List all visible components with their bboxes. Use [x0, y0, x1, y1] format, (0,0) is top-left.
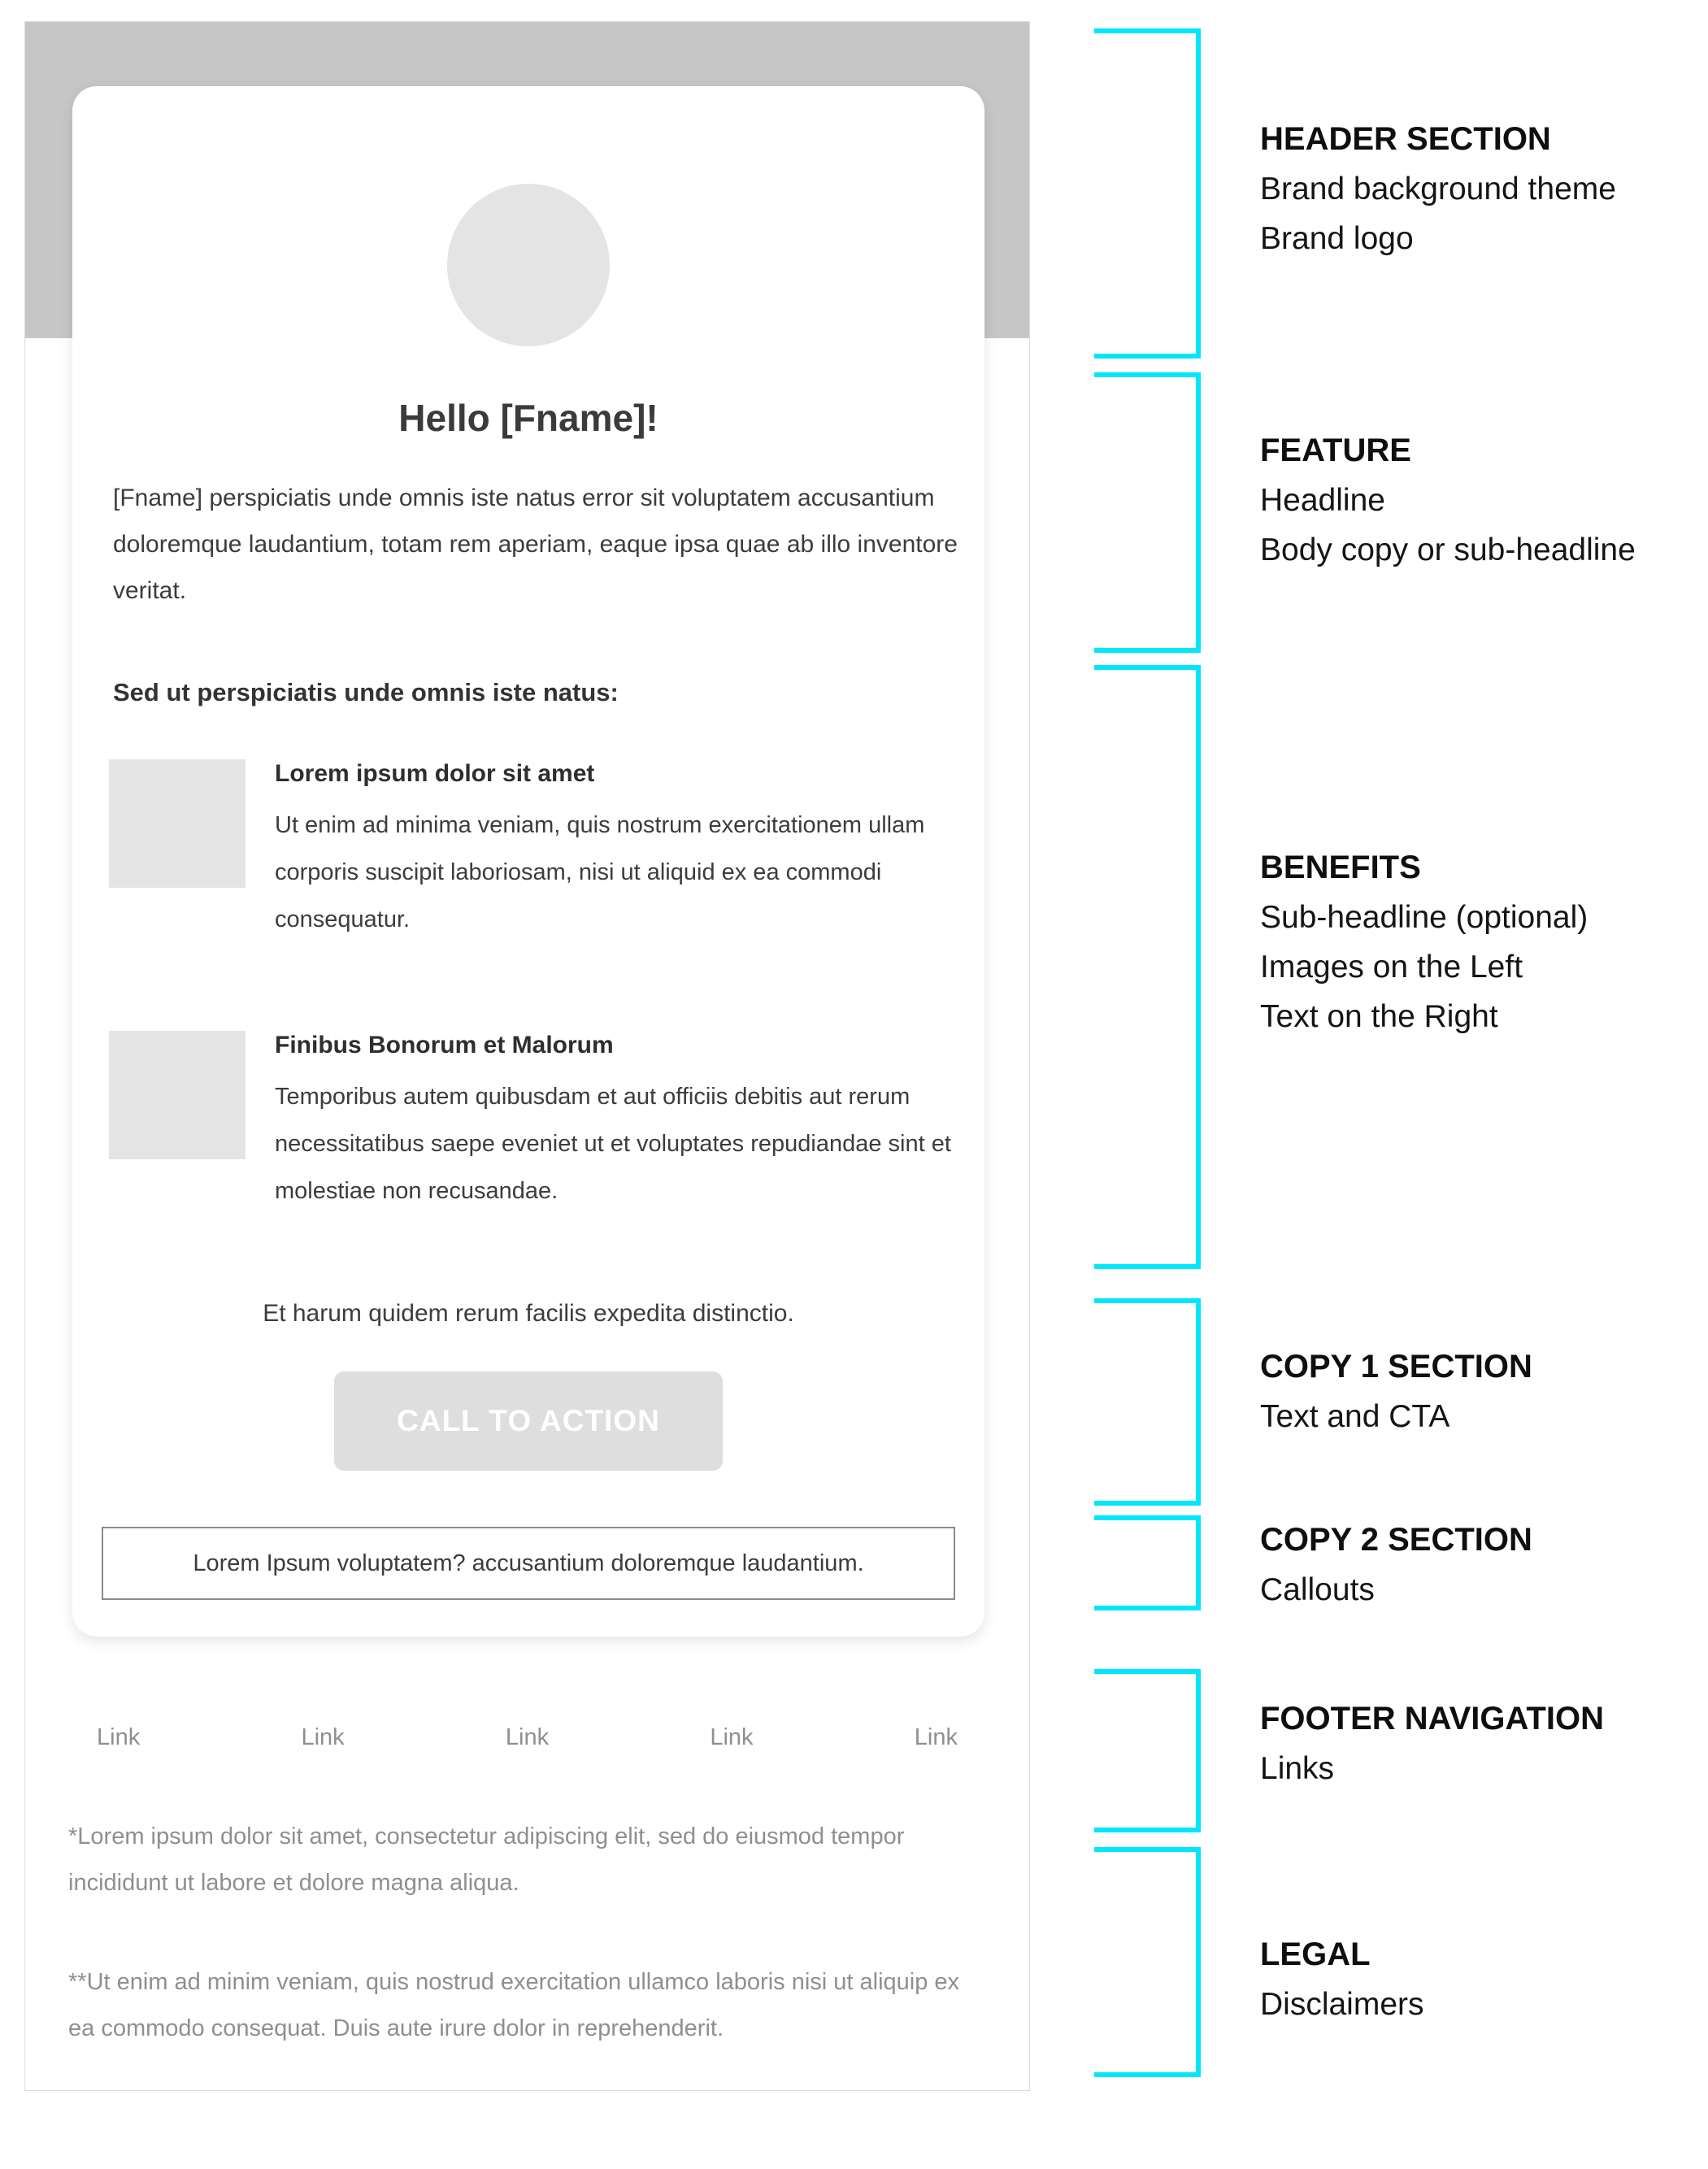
benefit-body: Temporibus autem quibusdam et aut officiis debitis aut rerum necessitatibus saepe eveniet ut et voluptates repudiandae sint et molestiae non recusandae. — [275, 1084, 951, 1204]
annotation-line: Links — [1260, 1751, 1335, 1786]
footer-link[interactable]: Link — [505, 1724, 550, 1750]
brand-logo-placeholder — [447, 184, 610, 346]
annotation-title: HEADER SECTION — [1260, 121, 1551, 157]
footer-link[interactable]: Link — [97, 1724, 141, 1750]
annotation-line: Sub-headline (optional) — [1260, 900, 1588, 935]
annotation-header-section — [1260, 114, 1703, 263]
section-bracket-header — [1094, 28, 1201, 359]
email-headline: Hello [Fname]! — [398, 397, 658, 439]
annotation-footer-navigation — [1260, 1693, 1703, 1793]
section-bracket-copy2 — [1094, 1515, 1201, 1610]
annotation-copy2-section — [1260, 1515, 1703, 1615]
section-bracket-benefits — [1094, 665, 1201, 1269]
closing-copy: Et harum quidem rerum facilis expedita distinctio. — [263, 1300, 794, 1327]
annotation-title: LEGAL — [1260, 1936, 1371, 1972]
annotation-title: FOOTER NAVIGATION — [1260, 1701, 1604, 1737]
annotation-line: Brand logo — [1260, 221, 1414, 256]
benefit-image-placeholder — [109, 1031, 246, 1159]
benefit-item — [275, 1026, 958, 1215]
annotation-feature — [1260, 425, 1703, 575]
benefit-image-placeholder — [109, 759, 246, 888]
annotation-line: Callouts — [1260, 1572, 1375, 1607]
section-bracket-footer-nav — [1094, 1669, 1201, 1832]
annotation-title: COPY 2 SECTION — [1260, 1522, 1532, 1558]
callout-box — [102, 1527, 955, 1600]
section-bracket-feature — [1094, 372, 1201, 653]
annotation-line: Text and CTA — [1260, 1399, 1450, 1434]
annotation-benefits — [1260, 842, 1703, 1041]
email-intro-copy: [Fname] perspiciatis unde omnis iste natus error sit voluptatem accusantium doloremque laudantium, totam rem aperiam, eaque ipsa quae ab illo inventore veritat. — [113, 485, 958, 604]
annotation-line: Headline — [1260, 483, 1385, 518]
benefits-subheadline: Sed ut perspiciatis unde omnis iste natus: — [113, 678, 619, 706]
footer-link[interactable]: Link — [914, 1724, 958, 1750]
email-wireframe-panel — [24, 21, 1030, 2091]
email-card — [72, 86, 984, 1637]
annotation-title: FEATURE — [1260, 432, 1411, 468]
annotation-legal — [1260, 1929, 1703, 2029]
footer-link[interactable]: Link — [710, 1724, 754, 1750]
annotation-title: BENEFITS — [1260, 850, 1421, 885]
benefit-body: Ut enim ad minima veniam, quis nostrum exercitationem ullam corporis suscipit laboriosam, nisi ut aliquid ex ea commodi consequatur. — [275, 812, 925, 932]
section-bracket-copy1 — [1094, 1298, 1201, 1506]
annotation-line: Body copy or sub-headline — [1260, 532, 1636, 567]
benefit-title: Finibus Bonorum et Malorum — [275, 1032, 614, 1058]
callout-text: Lorem Ipsum voluptatem? accusantium doloremque laudantium. — [193, 1550, 864, 1576]
annotation-line: Images on the Left — [1260, 950, 1523, 985]
footer-link[interactable]: Link — [301, 1724, 345, 1750]
annotation-copy1-section — [1260, 1341, 1703, 1441]
legal-disclaimer: *Lorem ipsum dolor sit amet, consectetur adipiscing elit, sed do eiusmod tempor incididunt ut labore et dolore magna aliqua. — [68, 1823, 905, 1896]
legal-disclaimer: **Ut enim ad minim veniam, quis nostrud exercitation ullamco laboris nisi ut aliquip ex ea commodo consequat. Duis aute irure dolor in reprehenderit. — [68, 1969, 960, 2041]
benefit-item — [275, 754, 958, 943]
annotation-title: COPY 1 SECTION — [1260, 1349, 1532, 1384]
annotation-line: Text on the Right — [1260, 999, 1498, 1034]
annotation-line: Brand background theme — [1260, 172, 1616, 206]
cta-button[interactable]: CALL TO ACTION — [334, 1371, 723, 1471]
annotation-line: Disclaimers — [1260, 1987, 1424, 2022]
benefit-title: Lorem ipsum dolor sit amet — [275, 760, 595, 787]
footer-navigation — [25, 1721, 1029, 1754]
section-bracket-legal — [1094, 1847, 1201, 2077]
